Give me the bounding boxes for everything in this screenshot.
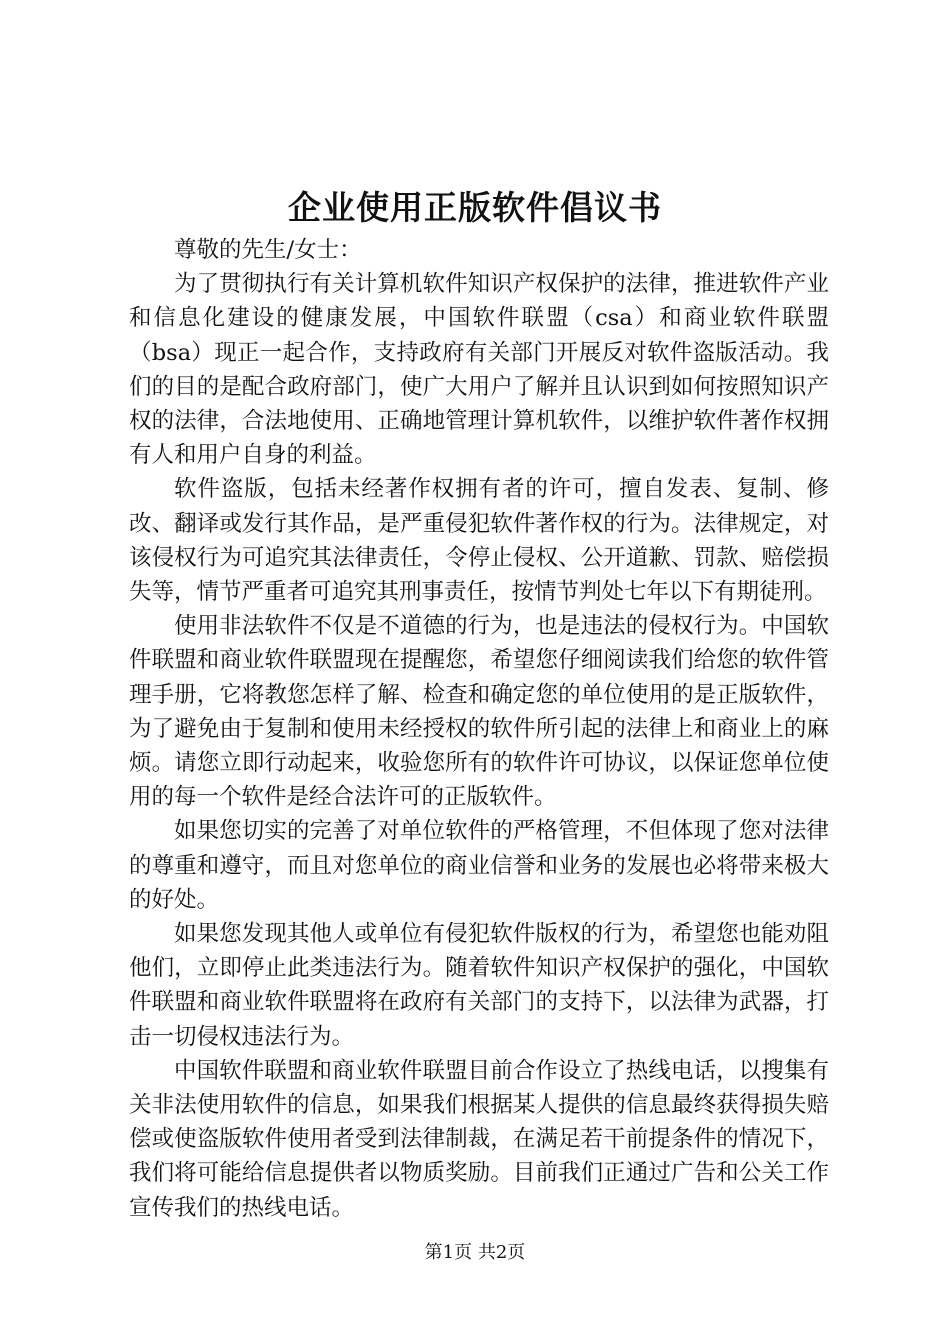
document-body xyxy=(129,233,829,1225)
paragraph: 如果您发现其他人或单位有侵犯软件版权的行为，希望您也能劝阻他们，立即停止此类违法行为。随着软件知识产权保护的强化，中国软件联盟和商业软件联盟将在政府有关部门的支持下，以法律为武器，打击一切侵权违法行为。 xyxy=(129,921,829,1050)
page-number-footer: 第1页 共2页 xyxy=(424,1242,526,1263)
paragraph: 如果您切实的完善了对单位软件的严格管理，不但体现了您对法律的尊重和遵守，而且对您单位的商业信誉和业务的发展也必将带来极大的好处。 xyxy=(129,818,829,913)
paragraph: 软件盗版，包括未经著作权拥有者的许可，擅自发表、复制、修改、翻译或发行其作品，是严重侵犯软件著作权的行为。法律规定，对该侵权行为可追究其法律责任，令停止侵权、公开道歉、罚款、赔偿损失等，情节严重者可追究其刑事责任，按情节判处七年以下有期徒刑。 xyxy=(129,476,829,606)
paragraph: 中国软件联盟和商业软件联盟目前合作设立了热线电话，以搜集有关非法使用软件的信息，如果我们根据某人提供的信息最终获得损失赔偿或使盗版软件使用者受到法律制裁，在满足若干前提条件的情况下，我们将可能给信息提供者以物质奖励。目前我们正通过广告和公关工作宣传我们的热线电话。 xyxy=(129,1057,829,1221)
paragraph: 为了贯彻执行有关计算机软件知识产权保护的法律，推进软件产业和信息化建设的健康发展，中国软件联盟（csa）和商业软件联盟（bsa）现正一起合作，支持政府有关部门开展反对软件盗版活动。我们的目的是配合政府部门，使广大用户了解并且认识到如何按照知识产权的法律，合法地使用、正确地管理计算机软件，以维护软件著作权拥有人和用户自身的利益。 xyxy=(129,271,829,469)
document-title: 企业使用正版软件倡议书 xyxy=(288,188,662,227)
salutation: 尊敬的先生/女士： xyxy=(174,237,362,263)
paragraph: 使用非法软件不仅是不道德的行为，也是违法的侵权行为。中国软件联盟和商业软件联盟现在提醒您，希望您仔细阅读我们给您的软件管理手册，它将教您怎样了解、检查和确定您的单位使用的是正版软件，为了避免由于复制和使用未经授权的软件所引起的法律上和商业上的麻烦。请您立即行动起来，收验您所有的软件许可协议，以保证您单位使用的每一个软件是经合法许可的正版软件。 xyxy=(129,613,829,811)
